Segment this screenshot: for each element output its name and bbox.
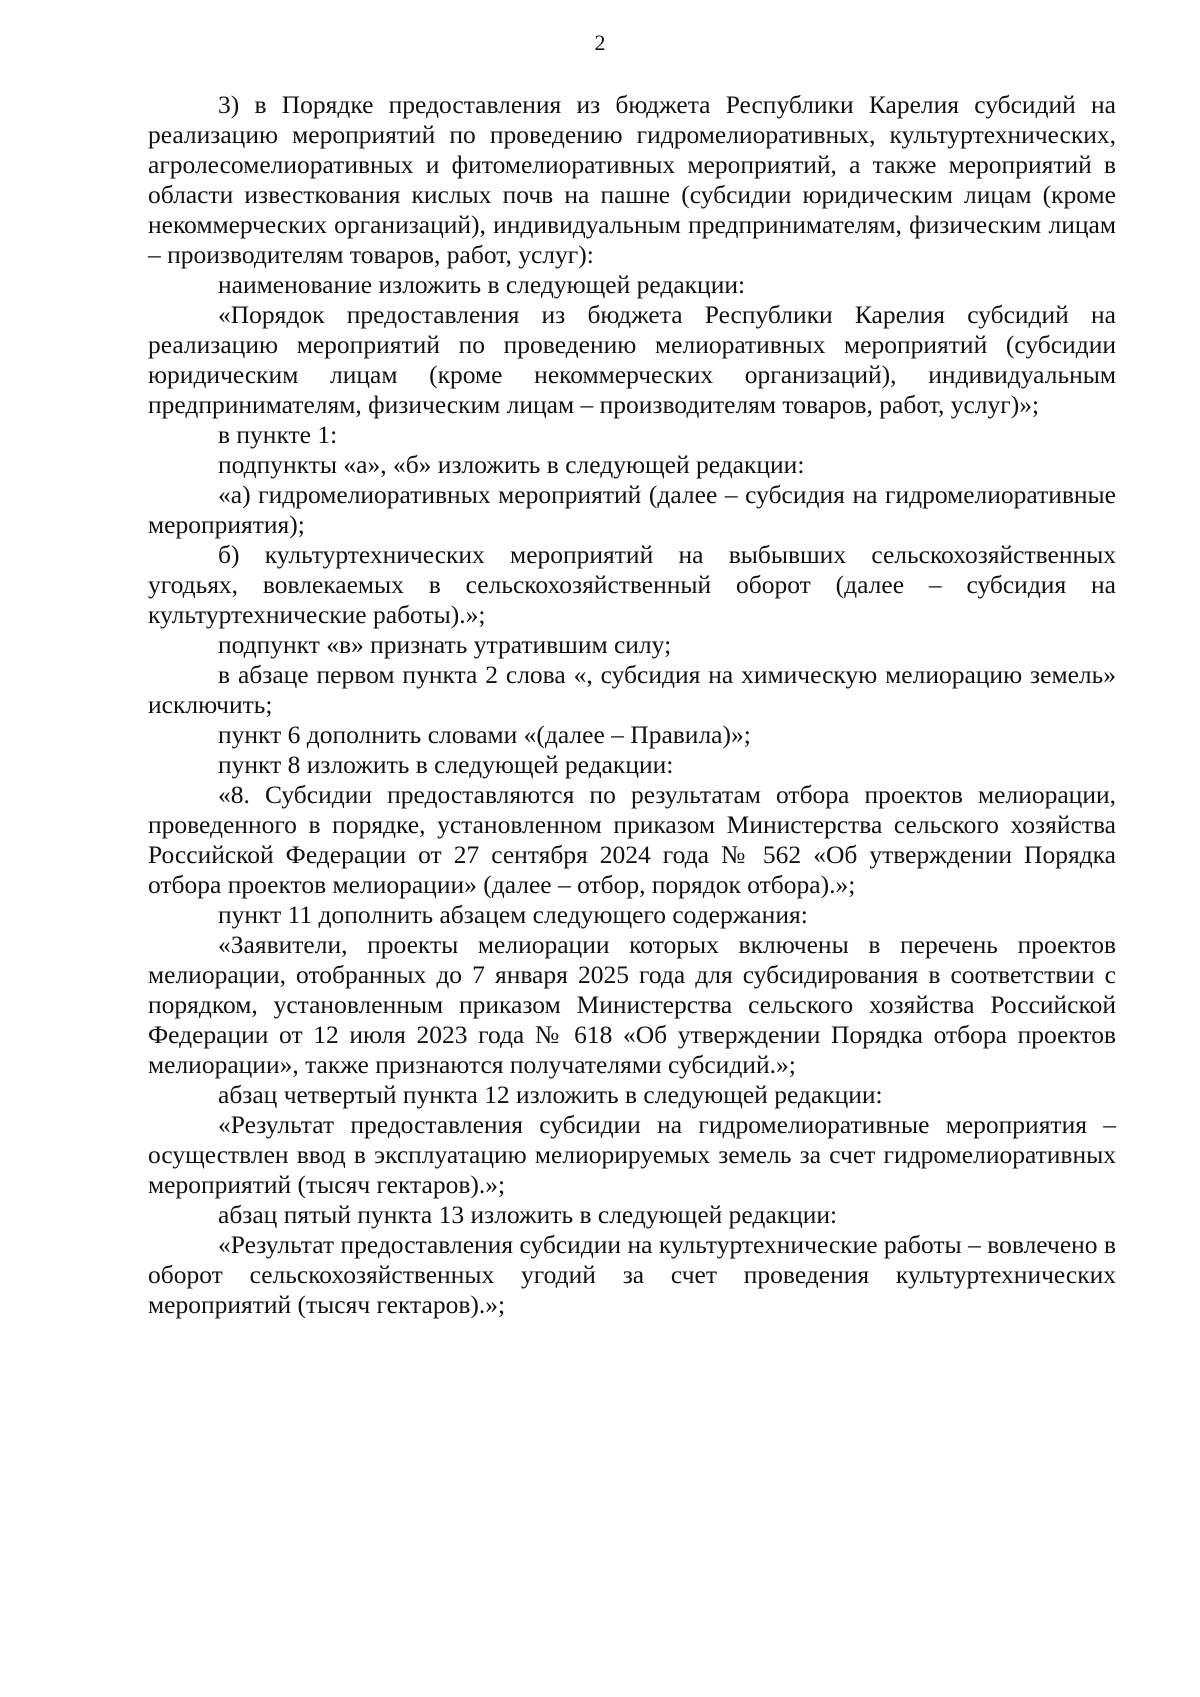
paragraph-title-instruction: наименование изложить в следующей редакции: <box>218 270 746 299</box>
paragraph-point-1: в пункте 1: <box>218 420 338 449</box>
document-body <box>148 90 1116 1320</box>
paragraph-point-11-instruction: пункт 11 дополнить абзацем следующего содержания: <box>218 900 808 929</box>
paragraph-item-3-intro: 3) в Порядке предоставления из бюджета Республики Карелия субсидий на реализацию мероприятий по проведению гидромелиоративных, культуртехнических, агролесомелиоративных и фитомелиоративных мероприятий, а также мероприятий в области известкования кислых почв на пашне (субсидии юридическим лицам (кроме некоммерческих организаций), индивидуальным предпринимателям, физическим лицам – производителям товаров, работ, услуг): <box>148 90 1116 269</box>
paragraph-point-12-instruction: абзац четвертый пункта 12 изложить в следующей редакции: <box>218 1080 883 1109</box>
paragraph-point-2: в абзаце первом пункта 2 слова «, субсидия на химическую мелиорацию земель» исключить; <box>148 660 1116 719</box>
paragraph-subpoint-a: «а) гидромелиоративных мероприятий (далее – субсидия на гидромелиоративные мероприятия); <box>148 480 1116 539</box>
paragraph-point-8-text: «8. Субсидии предоставляются по результатам отбора проектов мелиорации, проведенного в порядке, установленном приказом Министерства сельского хозяйства Российской Федерации от 27 сентября 2024 года № 562 «Об утверждении Порядка отбора проектов мелиорации» (далее – отбор, порядок отбора).»; <box>148 780 1116 899</box>
paragraph-point-12-text: «Результат предоставления субсидии на гидромелиоративные мероприятия – осуществлен ввод в эксплуатацию мелиорируемых земель за счет гидромелиоративных мероприятий (тысяч гектаров).»; <box>148 1110 1116 1199</box>
paragraph-subpoint-b: б) культуртехнических мероприятий на выбывших сельскохозяйственных угодьях, вовлекаемых в сельскохозяйственный оборот (далее – субсидия на культуртехнические работы).»; <box>148 540 1116 629</box>
paragraph-point-13-text: «Результат предоставления субсидии на культуртехнические работы – вовлечено в оборот сельскохозяйственных угодий за счет проведения культуртехнических мероприятий (тысяч гектаров).»; <box>148 1230 1116 1319</box>
paragraph-point-8-instruction: пункт 8 изложить в следующей редакции: <box>218 750 674 779</box>
paragraph-point-11-text: «Заявители, проекты мелиорации которых включены в перечень проектов мелиорации, отобранных до 7 января 2025 года для субсидирования в соответствии с порядком, установленным приказом Министерства сельского хозяйства Российской Федерации от 12 июля 2023 года № 618 «Об утверждении Порядка отбора проектов мелиорации», также признаются получателями субсидий.»; <box>148 930 1116 1079</box>
paragraph-subpoint-v: подпункт «в» признать утратившим силу; <box>218 630 672 659</box>
page-number: 2 <box>594 30 606 55</box>
paragraph-subpoints-instruction: подпункты «а», «б» изложить в следующей редакции: <box>218 450 805 479</box>
paragraph-point-6: пункт 6 дополнить словами «(далее – Правила)»; <box>218 720 751 749</box>
paragraph-point-13-instruction: абзац пятый пункта 13 изложить в следующей редакции: <box>218 1200 838 1229</box>
paragraph-new-title: «Порядок предоставления из бюджета Республики Карелия субсидий на реализацию мероприятий по проведению мелиоративных мероприятий (субсидии юридическим лицам (кроме некоммерческих организаций), индивидуальным предпринимателям, физическим лицам – производителям товаров, работ, услуг)»; <box>148 300 1116 419</box>
